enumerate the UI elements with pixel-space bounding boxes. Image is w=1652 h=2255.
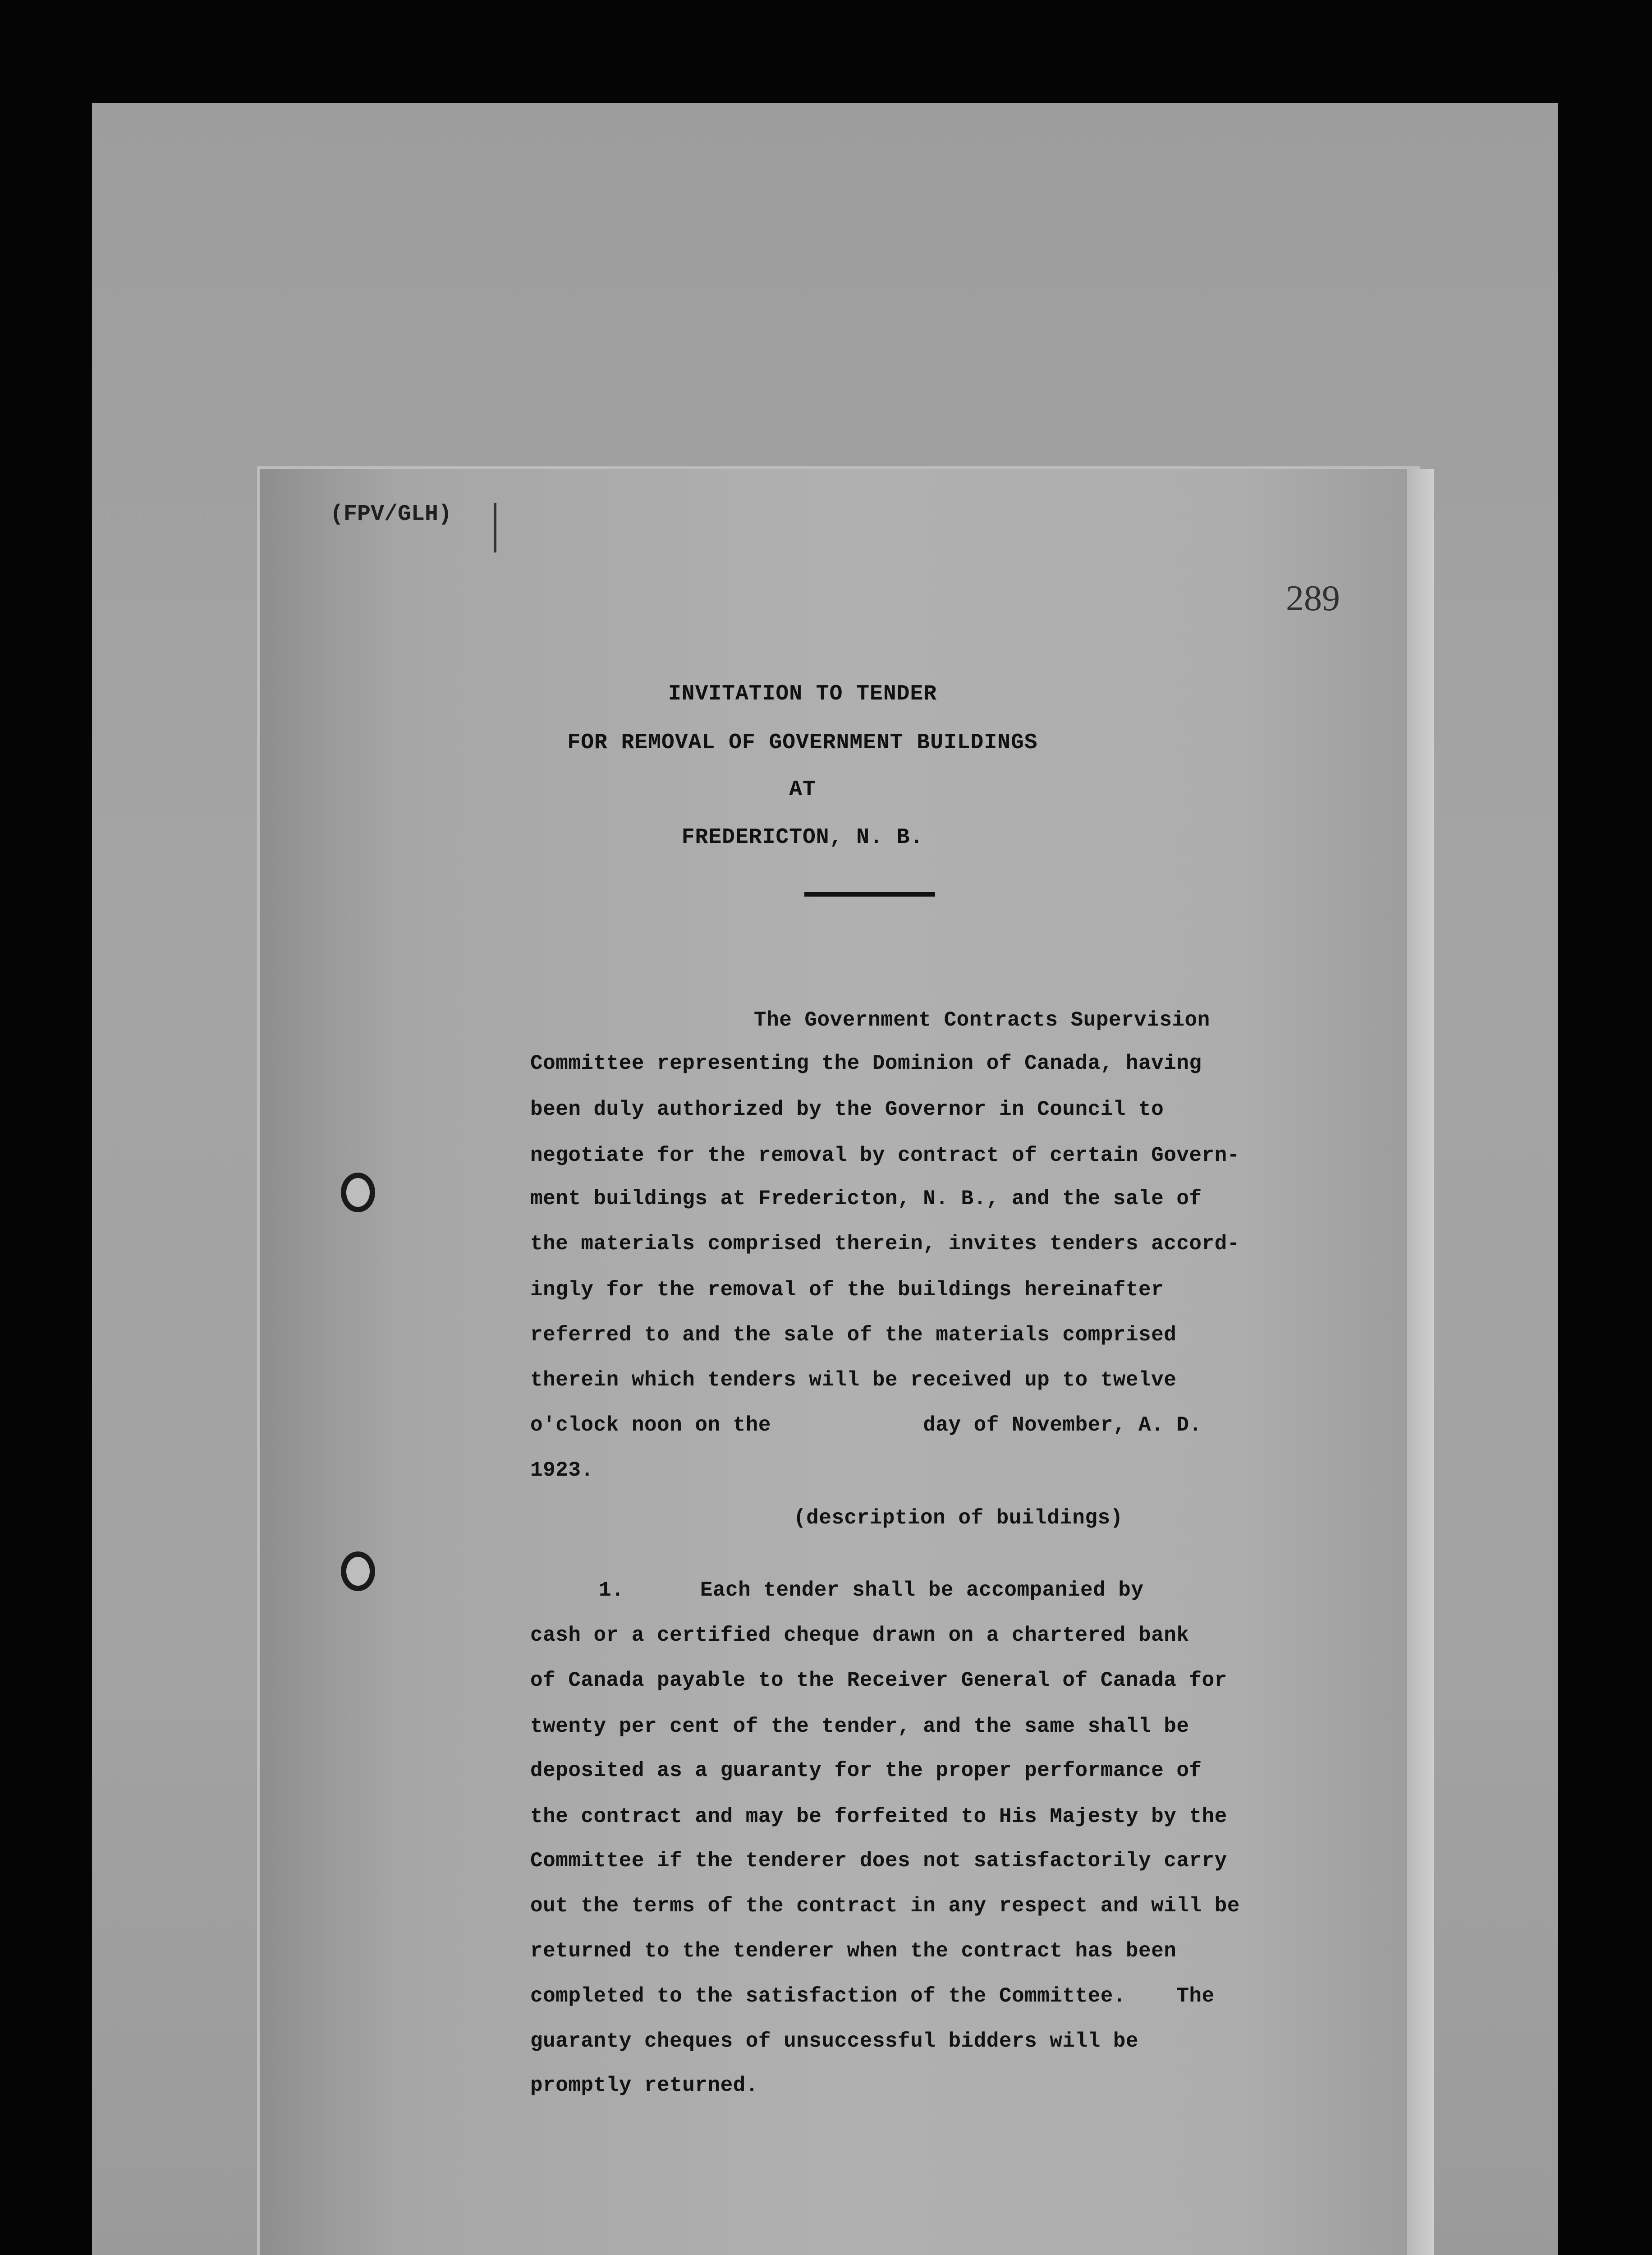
folio-number: 289 xyxy=(1286,579,1340,618)
body-line: promptly returned. xyxy=(530,2074,758,2097)
body-line: Committee representing the Dominion of Canada, having xyxy=(530,1052,1202,1075)
heading-line-2: FOR REMOVAL OF GOVERNMENT BUILDINGS xyxy=(567,731,1038,755)
punch-hole-lower xyxy=(341,1551,375,1591)
pencil-tick-mark xyxy=(494,503,496,552)
body-line: the contract and may be forfeited to His Majesty by the xyxy=(530,1805,1227,1828)
punch-hole-upper xyxy=(341,1173,375,1212)
body-line: 1923. xyxy=(530,1459,594,1482)
body-line: returned to the tenderer when the contract has been xyxy=(530,1939,1177,1963)
page-edge xyxy=(1407,469,1434,2255)
heading-rule xyxy=(804,892,935,897)
body-line: ment buildings at Fredericton, N. B., and the sale of xyxy=(530,1187,1202,1210)
body-line: referred to and the sale of the materials comprised xyxy=(530,1323,1177,1347)
reference-mark: (FPV/GLH) xyxy=(330,502,452,527)
body-line: The Government Contracts Supervision xyxy=(754,1008,1210,1032)
body-line: out the terms of the contract in any respect and will be xyxy=(530,1894,1240,1918)
body-line: therein which tenders will be received up to twelve xyxy=(530,1368,1177,1392)
body-line: completed to the satisfaction of the Committee. The xyxy=(530,1984,1215,2008)
body-line: ingly for the removal of the buildings hereinafter xyxy=(530,1278,1164,1302)
heading-line-1: INVITATION TO TENDER xyxy=(668,682,937,706)
body-line: guaranty cheques of unsuccessful bidders will be xyxy=(530,2030,1139,2053)
body-line: 1. Each tender shall be accompanied by xyxy=(599,1578,1144,1602)
body-line: cash or a certified cheque drawn on a chartered bank xyxy=(530,1624,1189,1647)
body-line: of Canada payable to the Receiver General of Canada for xyxy=(530,1669,1227,1692)
body-line: Committee if the tenderer does not satisfactorily carry xyxy=(530,1849,1227,1873)
heading-line-3: AT xyxy=(789,778,816,802)
heading-line-4: FREDERICTON, N. B. xyxy=(681,825,924,850)
body-line: the materials comprised therein, invites tenders accord- xyxy=(530,1232,1240,1256)
body-line: twenty per cent of the tender, and the same shall be xyxy=(530,1715,1189,1738)
body-line: negotiate for the removal by contract of certain Govern- xyxy=(530,1144,1240,1167)
body-line: been duly authorized by the Governor in Council to xyxy=(530,1098,1164,1121)
body-line: (description of buildings) xyxy=(794,1506,1123,1530)
body-line: o'clock noon on the day of November, A. D. xyxy=(530,1413,1202,1437)
body-line: deposited as a guaranty for the proper performance of xyxy=(530,1759,1202,1782)
